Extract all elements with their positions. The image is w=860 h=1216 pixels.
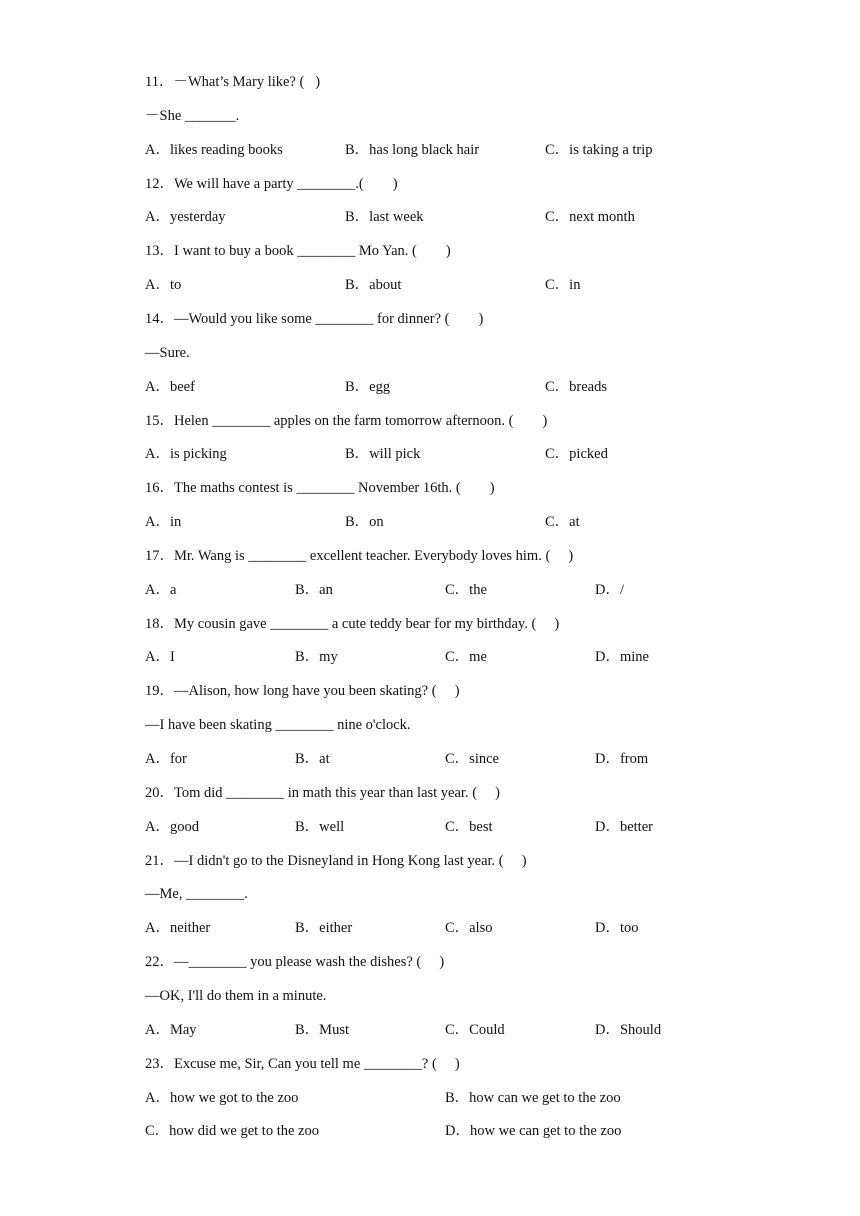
answer-option[interactable]: B．on [345, 514, 384, 531]
answer-option[interactable]: D．/ [595, 581, 624, 598]
dialogue-line: —I have been skating ________ nine o'clock. [145, 717, 411, 734]
dialogue-line: —Sure. [145, 344, 190, 361]
answer-option[interactable]: C．picked [545, 446, 608, 463]
question-stem: 23．Excuse me, Sir, Can you tell me ________? ( ) [145, 1055, 460, 1072]
answer-option[interactable]: A．beef [145, 378, 195, 395]
question-stem: 15．Helen ________ apples on the farm tomorrow afternoon. ( ) [145, 412, 548, 429]
answer-option[interactable]: D．how we can get to the zoo [445, 1123, 622, 1140]
answer-option[interactable]: A．in [145, 514, 182, 531]
question-stem: 19．—Alison, how long have you been skating? ( ) [145, 683, 460, 700]
answer-option[interactable]: C．at [545, 514, 580, 531]
answer-option[interactable]: A．likes reading books [145, 141, 283, 158]
dialogue-line: —Me, ________. [145, 886, 248, 903]
answer-option[interactable]: B．egg [345, 378, 391, 395]
answer-option[interactable]: D．too [595, 920, 639, 937]
answer-option[interactable]: A．for [145, 751, 187, 767]
answer-option[interactable]: B．either [295, 920, 353, 937]
answer-option[interactable]: D．Should [595, 1021, 662, 1038]
answer-option[interactable]: D．better [595, 818, 653, 835]
answer-option[interactable]: B．my [295, 649, 338, 666]
answer-option[interactable]: A．yesterday [145, 209, 226, 226]
question-stem: 21．—I didn't go to the Disneyland in Hong Kong last year. ( ) [145, 852, 527, 869]
question-stem: 17．Mr. Wang is ________ excellent teacher. Everybody loves him. ( ) [145, 547, 574, 564]
answer-option[interactable]: C．also [445, 920, 493, 937]
question-stem: 14．—Would you like some ________ for dinner? ( ) [145, 310, 484, 327]
answer-option[interactable]: D．from [595, 751, 649, 767]
answer-option[interactable]: B．how can we get to the zoo [445, 1089, 621, 1106]
answer-option[interactable]: A．May [145, 1021, 197, 1038]
answer-option[interactable]: B．an [295, 581, 333, 598]
answer-option[interactable]: B．well [295, 818, 345, 835]
question-stem: 22．—________ you please wash the dishes? ( ) [145, 954, 445, 971]
answer-option[interactable]: C．in [545, 277, 581, 294]
answer-option[interactable]: C．how did we get to the zoo [145, 1123, 319, 1140]
answer-option[interactable]: C．Could [445, 1021, 505, 1038]
question-stem: 12．We will have a party ________.( ) [145, 175, 398, 192]
answer-option[interactable]: A．good [145, 818, 199, 835]
dialogue-line: －She _______. [145, 107, 240, 124]
answer-option[interactable]: C．me [445, 649, 487, 666]
answer-option[interactable]: A．I [145, 649, 175, 666]
question-stem: 20．Tom did ________ in math this year than last year. ( ) [145, 784, 500, 801]
answer-option[interactable]: C．next month [545, 209, 635, 226]
answer-option[interactable]: C．best [445, 818, 493, 835]
question-stem: 18．My cousin gave ________ a cute teddy bear for my birthday. ( ) [145, 615, 560, 632]
answer-option[interactable]: A．is picking [145, 446, 227, 463]
answer-option[interactable]: C．breads [545, 378, 608, 395]
question-stem: 11．－What’s Mary like? ( ) [145, 74, 321, 90]
answer-option[interactable]: B．about [345, 277, 402, 294]
answer-option[interactable]: C．since [445, 751, 499, 767]
question-stem: 16．The maths contest is ________ November 16th. ( ) [145, 480, 495, 497]
dialogue-line: —OK, I'll do them in a minute. [145, 987, 327, 1004]
answer-option[interactable]: B．has long black hair [345, 141, 480, 158]
question-stem: 13．I want to buy a book ________ Mo Yan. ( ) [145, 243, 451, 260]
answer-option[interactable]: A．to [145, 277, 182, 294]
answer-option[interactable]: B．Must [295, 1021, 349, 1038]
answer-option[interactable]: C．is taking a trip [545, 141, 653, 158]
answer-option[interactable]: D．mine [595, 649, 649, 666]
answer-option[interactable]: B．last week [345, 209, 424, 226]
answer-option[interactable]: B．will pick [345, 446, 421, 463]
answer-option[interactable]: A．a [145, 581, 177, 598]
answer-option[interactable]: C．the [445, 581, 487, 598]
answer-option[interactable]: B．at [295, 751, 330, 767]
answer-option[interactable]: A．how we got to the zoo [145, 1089, 299, 1106]
answer-option[interactable]: A．neither [145, 920, 211, 937]
